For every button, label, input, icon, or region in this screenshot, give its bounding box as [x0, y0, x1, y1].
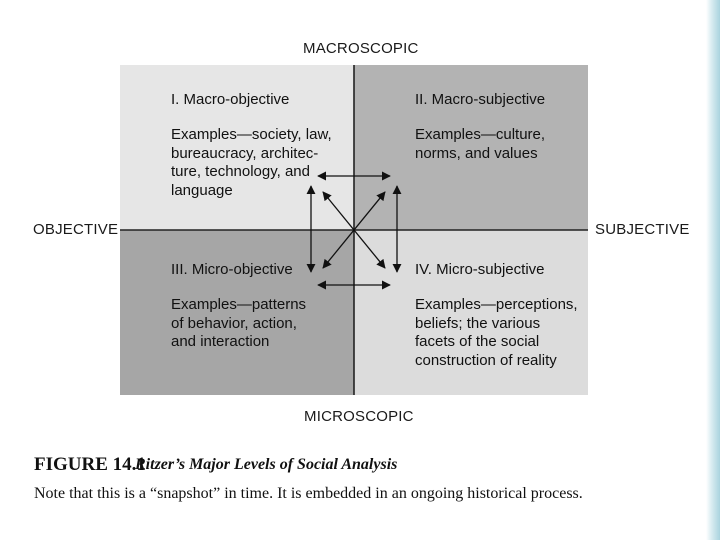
- figure-title: Ritzer’s Major Levels of Social Analysis: [135, 456, 398, 473]
- axis-label-bottom: MICROSCOPIC: [304, 408, 414, 425]
- axis-label-left: OBJECTIVE: [33, 221, 119, 238]
- quadrant-examples-macro-subjective: Examples—culture, norms, and values: [415, 126, 546, 162]
- quadrant-examples-micro-objective: Examples—patterns of behavior, action, and interaction: [171, 296, 307, 350]
- quadrant-examples-macro-objective: Examples—society, law, bureaucracy, architec- ture, technology, and language: [171, 126, 332, 199]
- axis-label-right: SUBJECTIVE: [595, 221, 690, 238]
- axis-label-top: MACROSCOPIC: [303, 40, 419, 57]
- quadrant-title-macro-objective: I. Macro-objective: [171, 91, 290, 108]
- quadrant-title-micro-subjective: IV. Micro-subjective: [415, 261, 545, 278]
- quadrant-examples-micro-subjective: Examples—perceptions, beliefs; the various facets of the social construction of reality: [415, 296, 578, 369]
- figure-number: FIGURE 14.1: [34, 454, 146, 475]
- figure-note: Note that this is a “snapshot” in time. It is embedded in an ongoing historical process.: [34, 485, 583, 502]
- quadrant-title-macro-subjective: II. Macro-subjective: [415, 91, 546, 108]
- quadrant-title-micro-objective: III. Micro-objective: [171, 261, 293, 278]
